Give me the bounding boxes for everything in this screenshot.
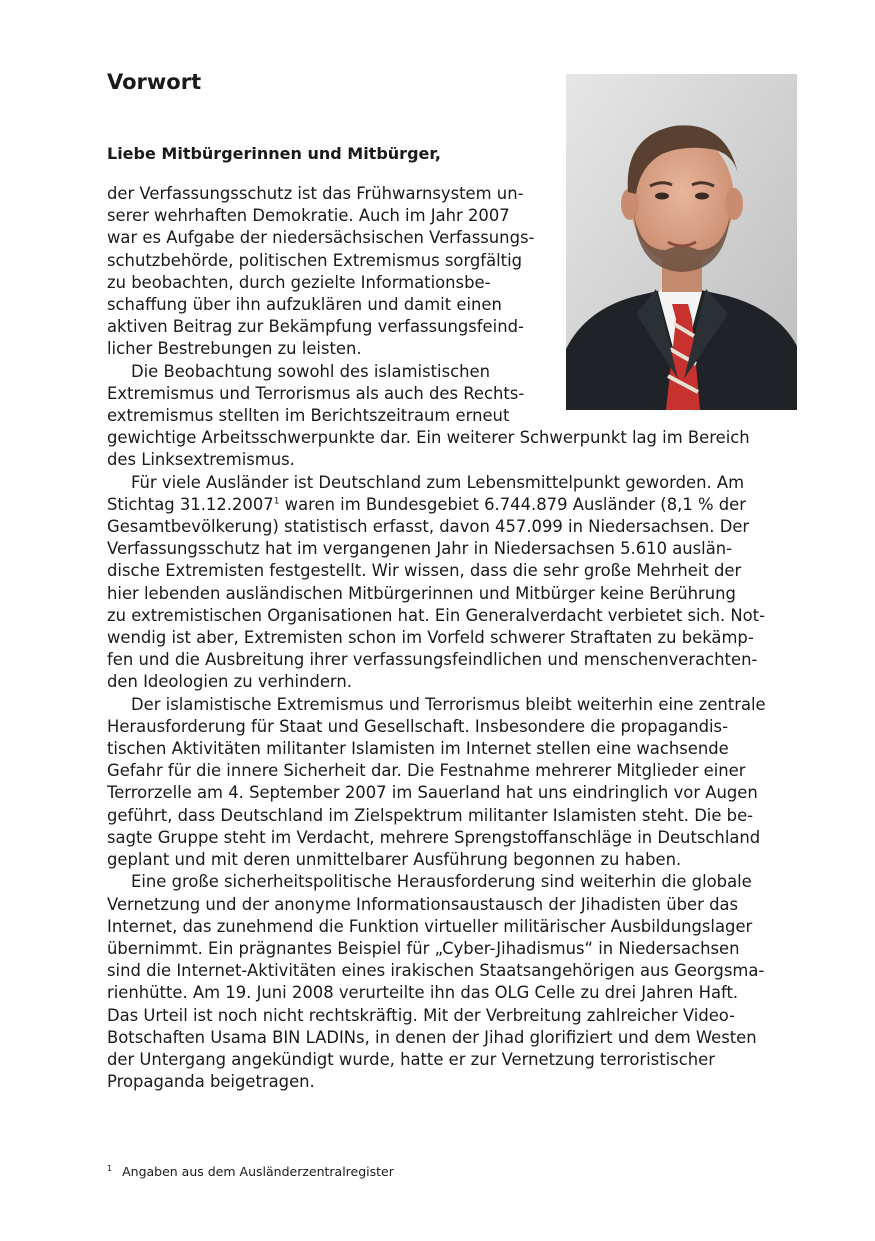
paragraph-1: der Verfassungsschutz ist das Frühwarnsystem un- serer wehrhaften Demokratie. Auch im Jahr 2007 war es Aufgabe der niedersächsischen Verfassungs- schutzbehörde, politischen Extremismus sorgfältig zu beobachten, durch gezielte Informationsbe- schaffung über ihn aufzuklären und damit einen aktiven Beitrag zur Bekämpfung verfassungsfeind- licher Bestrebungen zu leisten. (107, 184, 535, 359)
salutation: Liebe Mitbürgerinnen und Mitbürger, (107, 144, 441, 163)
paragraph-4: Der islamistische Extremismus und Terrorismus bleibt weiterhin eine zentrale Herausforderung für Staat und Gesellschaft. Insbesondere die propagandis- tischen Aktivitäten militanter Islamisten im Internet stellen eine wachsende Gefahr für die innere Sicherheit dar. Die Festnahme mehrerer Mitglieder einer Terrorzelle am 4. September 2007 im Sauerland hat uns eindringlich vor Augen geführt, dass Deutschland im Zielspektrum militanter Islamisten steht. Die be- sagte Gruppe steht im Verdacht, mehrere Sprengstoffanschläge in Deutschland geplant und mit deren unmittelbarer Ausführung begonnen zu haben. (107, 694, 766, 870)
footnote-number: 1 (107, 1164, 113, 1173)
paragraph-2: Die Beobachtung sowohl des islamistischen Extremismus und Terrorismus als auch des Rechts- extremismus stellten im Berichtszeitraum erneut gewichtige Arbeitsschwerpunkte dar. Ein weiterer Schwerpunkt lag im Bereich des Linksextremismus. (107, 361, 750, 470)
footnote (107, 1164, 394, 1179)
paragraph-3: Für viele Ausländer ist Deutschland zum Lebensmittelpunkt geworden. Am Stichtag 31.12.2007$^1$ waren im Bundesgebiet 6.744.879 Ausländer (8,1 % der Gesamtbevölkerung) statistisch erfasst, davon 457.099 in Niedersachsen. Der Verfassungsschutz hat im vergangenen Jahr in Niedersachsen 5.610 auslän- dische Extremisten festgestellt. Wir wissen, dass die sehr große Mehrheit der hier lebenden ausländischen Mitbürgerinnen und Mitbürger keine Berührung zu extremistischen Organisationen hat. Ein Generalverdacht verbietet sich. Not- wendig ist aber, Extremisten schon im Vorfeld schwerer Straftaten zu bekämp- fen und die Ausbreitung ihrer verfassungsfeindlichen und menschenverachten- den Ideologien zu verhindern. (107, 472, 766, 692)
foreword-body (107, 183, 797, 1093)
footnote-text: Angaben aus dem Ausländerzentralregister (122, 1164, 394, 1180)
paragraph-5: Eine große sicherheitspolitische Herausforderung sind weiterhin die globale Vernetzung und der anonyme Informationsaustausch der Jihadisten über das Internet, das zunehmend die Funktion virtueller militärischer Ausbildungslager übernimmt. Ein prägnantes Beispiel für „Cyber-Jihadismus“ in Niedersachsen sind die Internet-Aktivitäten eines irakischen Staatsangehörigen aus Georgsma- rienhütte. Am 19. Juni 2008 verurteilte ihn das OLG Celle zu drei Jahren Haft. Das Urteil ist noch nicht rechtskräftig. Mit der Verbreitung zahlreicher Video- Botschaften Usama BIN LADINs, in denen der Jihad glorifiziert und dem Westen der Untergang angekündigt wurde, hatte er zur Vernetzung terroristischer Propaganda beigetragen. (107, 872, 765, 1092)
footnote-reference: 1 (273, 496, 280, 507)
page-title: Vorwort (107, 70, 202, 94)
